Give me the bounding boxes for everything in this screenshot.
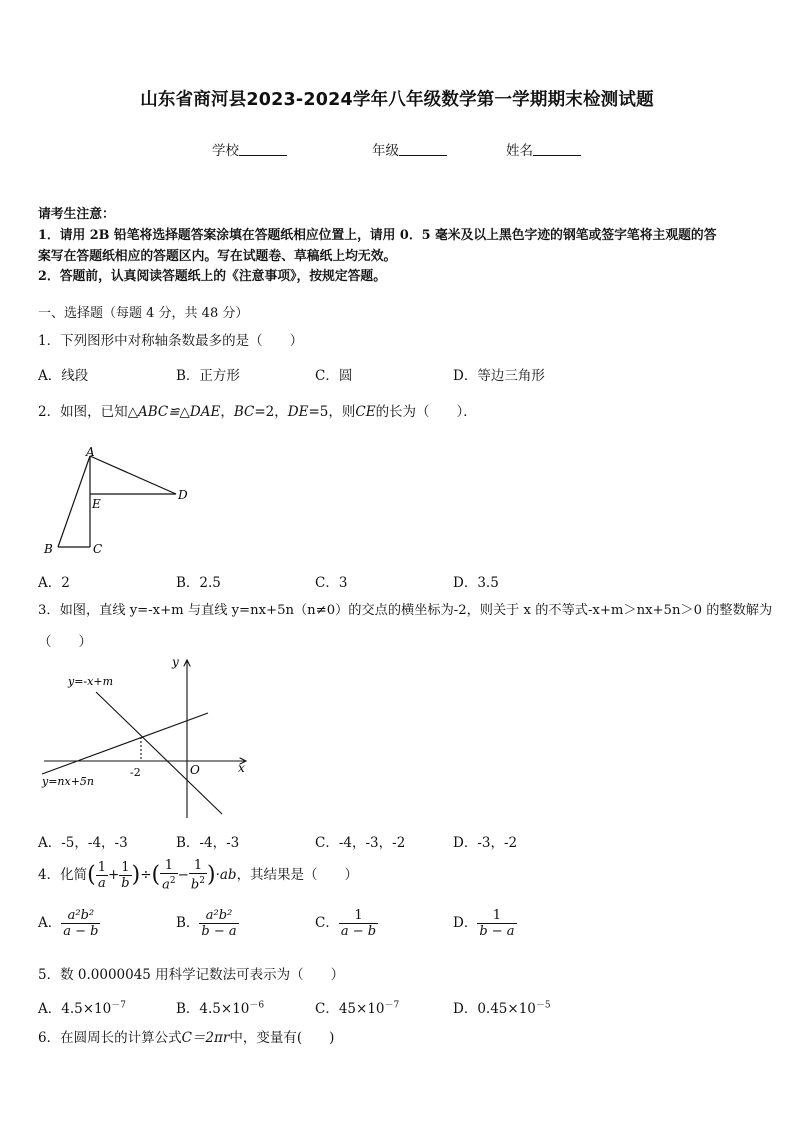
q4-frac-1b2-num: 1	[189, 858, 207, 874]
q4-ab: ·ab	[215, 867, 237, 883]
q4-a2-base: a	[162, 877, 170, 893]
q2-stem	[38, 402, 477, 422]
q2-de: DE	[287, 404, 309, 420]
q4-a2-exp: 2	[169, 876, 176, 887]
q4-option-b-label: B．	[176, 915, 200, 931]
q4-option-a-den: a − b	[63, 924, 99, 939]
name-field	[506, 139, 581, 159]
q3-label-y: y	[172, 655, 179, 669]
q3-option-d: D．-3，-2	[453, 835, 518, 851]
q2-label-e: E	[92, 497, 101, 511]
q4-paren-open2: (	[151, 862, 161, 888]
q5-option-c	[315, 997, 399, 1017]
q4-paren-close2: )	[206, 862, 216, 888]
q2-sep2: =2，	[254, 404, 288, 420]
q4-paren-close1: )	[131, 862, 141, 888]
q4-option-d-frac	[477, 908, 516, 939]
grade-blank	[399, 143, 447, 156]
q4-b2-base: b	[190, 877, 200, 893]
q3-label-line2: y=nx+5n	[42, 775, 95, 788]
q2-bc: BC	[233, 404, 255, 420]
q2-option-a: A．2	[38, 575, 70, 591]
notice-item1-line1: 1．请用 2B 铅笔将选择题答案涂填在答题纸相应位置上，请用 0．5 毫米及以上黑色字迹的钢笔或签字笔将主观题的答	[38, 228, 717, 243]
q1-option-a: A．线段	[38, 368, 89, 384]
q4-num: 4．化简	[38, 867, 88, 883]
q4-option-d-den: b − a	[479, 924, 515, 939]
q2-label-a: A	[86, 445, 95, 459]
q3-stem-line1: 3．如图，直线 y=-x+m 与直线 y=nx+5n（n≠0）的交点的横坐标为-2，则关于 x 的不等式-x+m＞nx+5n＞0 的整数解为	[38, 603, 773, 618]
q2-edge-ad	[90, 456, 176, 494]
q4-option-c-frac	[339, 908, 378, 939]
name-blank	[533, 143, 581, 156]
q2-num: 2．如图，已知	[38, 404, 128, 420]
school-field	[212, 139, 287, 159]
q5-option-b	[176, 997, 264, 1017]
q4-option-d-num: 1	[477, 908, 516, 924]
q6-formula: C＝2πr	[181, 1030, 230, 1046]
q3-line-nx-plus-5n	[42, 713, 208, 774]
q4-frac-1a-num: 1	[97, 860, 106, 875]
school-label: 学校	[212, 143, 239, 159]
q2-ce: CE	[355, 404, 376, 420]
q4-option-a-label: A．	[38, 915, 62, 931]
section-heading: 一、选择题（每题 4 分，共 48 分）	[38, 306, 249, 321]
q4-frac-1b-num: 1	[119, 860, 131, 876]
q4-plus: +	[107, 867, 120, 883]
q4-frac-1b-den: b	[121, 876, 130, 891]
notice-heading: 请考生注意：	[38, 207, 115, 222]
school-blank	[239, 143, 287, 156]
q5-option-b-text: B．4.5×10	[176, 1001, 250, 1017]
q5-option-d	[453, 997, 551, 1017]
q4-frac-1b2-den	[189, 874, 207, 892]
q4-option-d	[453, 908, 517, 939]
q3-label-origin: O	[190, 763, 200, 777]
q4-option-c-den: a − b	[340, 924, 377, 939]
q3-option-a: A．-5，-4，-3	[38, 835, 128, 851]
q2-label-d: D	[178, 488, 188, 502]
q3-option-b: B．-4，-3	[176, 835, 240, 851]
q2-option-c: C．3	[315, 575, 348, 591]
q6-num: 6．在圆周长的计算公式	[38, 1030, 182, 1046]
q4-option-c	[315, 908, 378, 939]
q1-option-d: D．等边三角形	[453, 368, 545, 384]
q4-div: ÷	[140, 867, 152, 883]
q2-edge-ab	[58, 456, 90, 547]
q2-option-d: D．3.5	[453, 575, 499, 591]
q3-label-x: x	[238, 761, 245, 775]
q5-option-d-text: D．0.45×10	[453, 1001, 536, 1017]
q2-option-b: B．2.5	[176, 575, 221, 591]
q3-graph	[36, 652, 252, 822]
q5-option-a	[38, 997, 126, 1017]
q3-line-neg-x-plus-m	[96, 692, 222, 814]
name-label: 姓名	[506, 143, 533, 159]
q3-stem-line2: （ ）	[38, 634, 92, 650]
q4-option-b	[176, 908, 239, 939]
q4-option-a-num: a²b²	[61, 908, 100, 924]
page-title: 山东省商河县2023-2024学年八年级数学第一学期期末检测试题	[140, 90, 654, 110]
q1-option-b: B．正方形	[176, 368, 240, 384]
q4-frac-1a2-num: 1	[160, 858, 178, 874]
q4-option-c-label: C．	[315, 915, 339, 931]
q5-option-c-text: C．45×10	[315, 1001, 385, 1017]
q3-label-line1: y=-x+m	[68, 675, 113, 688]
q4-option-b-num: a²b²	[199, 908, 238, 924]
q4-option-b-den: b − a	[201, 924, 237, 939]
q2-triangle-figure	[30, 440, 210, 565]
q6-stem	[38, 1028, 334, 1048]
q4-option-b-frac	[199, 908, 238, 939]
q4-frac-1a-den: a	[97, 876, 106, 891]
notice-item1-line2: 案写在答题纸相应的答题区内。写在试题卷、草稿纸上均无效。	[38, 249, 397, 264]
q6-tail: 中，变量有( )	[229, 1030, 335, 1046]
q4-frac-1a	[96, 860, 108, 891]
q5-option-d-exp: －5	[535, 1000, 551, 1011]
q5-option-c-exp: －7	[384, 1000, 400, 1011]
q4-paren-open1: (	[87, 862, 96, 888]
q2-tail: 的长为（ ）．	[375, 404, 477, 420]
q2-label-c: C	[93, 542, 103, 556]
q5-option-b-exp: －6	[249, 1000, 265, 1011]
q4-option-c-num: 1	[339, 908, 378, 924]
q3-option-c: C．-4，-3，-2	[315, 835, 406, 851]
q4-option-a	[38, 908, 100, 939]
notice-item2: 2．答题前，认真阅读答题纸上的《注意事项》，按规定答题。	[38, 269, 387, 284]
q4-b2-exp: 2	[199, 876, 205, 887]
q4-option-a-frac	[61, 908, 100, 939]
q2-condition: △ABC≌△DAE	[127, 404, 221, 420]
q4-frac-1a2-den	[160, 874, 178, 892]
grade-label: 年级	[372, 143, 399, 159]
q4-frac-1b2	[189, 858, 207, 892]
q5-stem: 5．数 0.0000045 用科学记数法可表示为（ ）	[38, 967, 345, 983]
q4-minus: −	[177, 867, 189, 883]
q1-stem: 1．下列图形中对称轴条数最多的是（ ）	[38, 333, 304, 349]
q5-option-a-text: A．4.5×10	[38, 1001, 112, 1017]
q2-label-b: B	[44, 542, 53, 556]
q4-option-d-label: D．	[453, 915, 478, 931]
q4-frac-1a2	[160, 858, 178, 892]
q2-sep3: =5，则	[308, 404, 356, 420]
q1-option-c: C．圆	[315, 368, 353, 384]
q2-sep1: ，	[220, 404, 234, 420]
q3-tick-neg2: -2	[130, 766, 141, 779]
q4-frac-1b	[119, 860, 131, 891]
q4-stem	[38, 857, 358, 894]
q4-tail: ，其结果是（ ）	[236, 867, 359, 883]
q5-option-a-exp: －7	[111, 1000, 126, 1011]
grade-field	[372, 139, 447, 159]
